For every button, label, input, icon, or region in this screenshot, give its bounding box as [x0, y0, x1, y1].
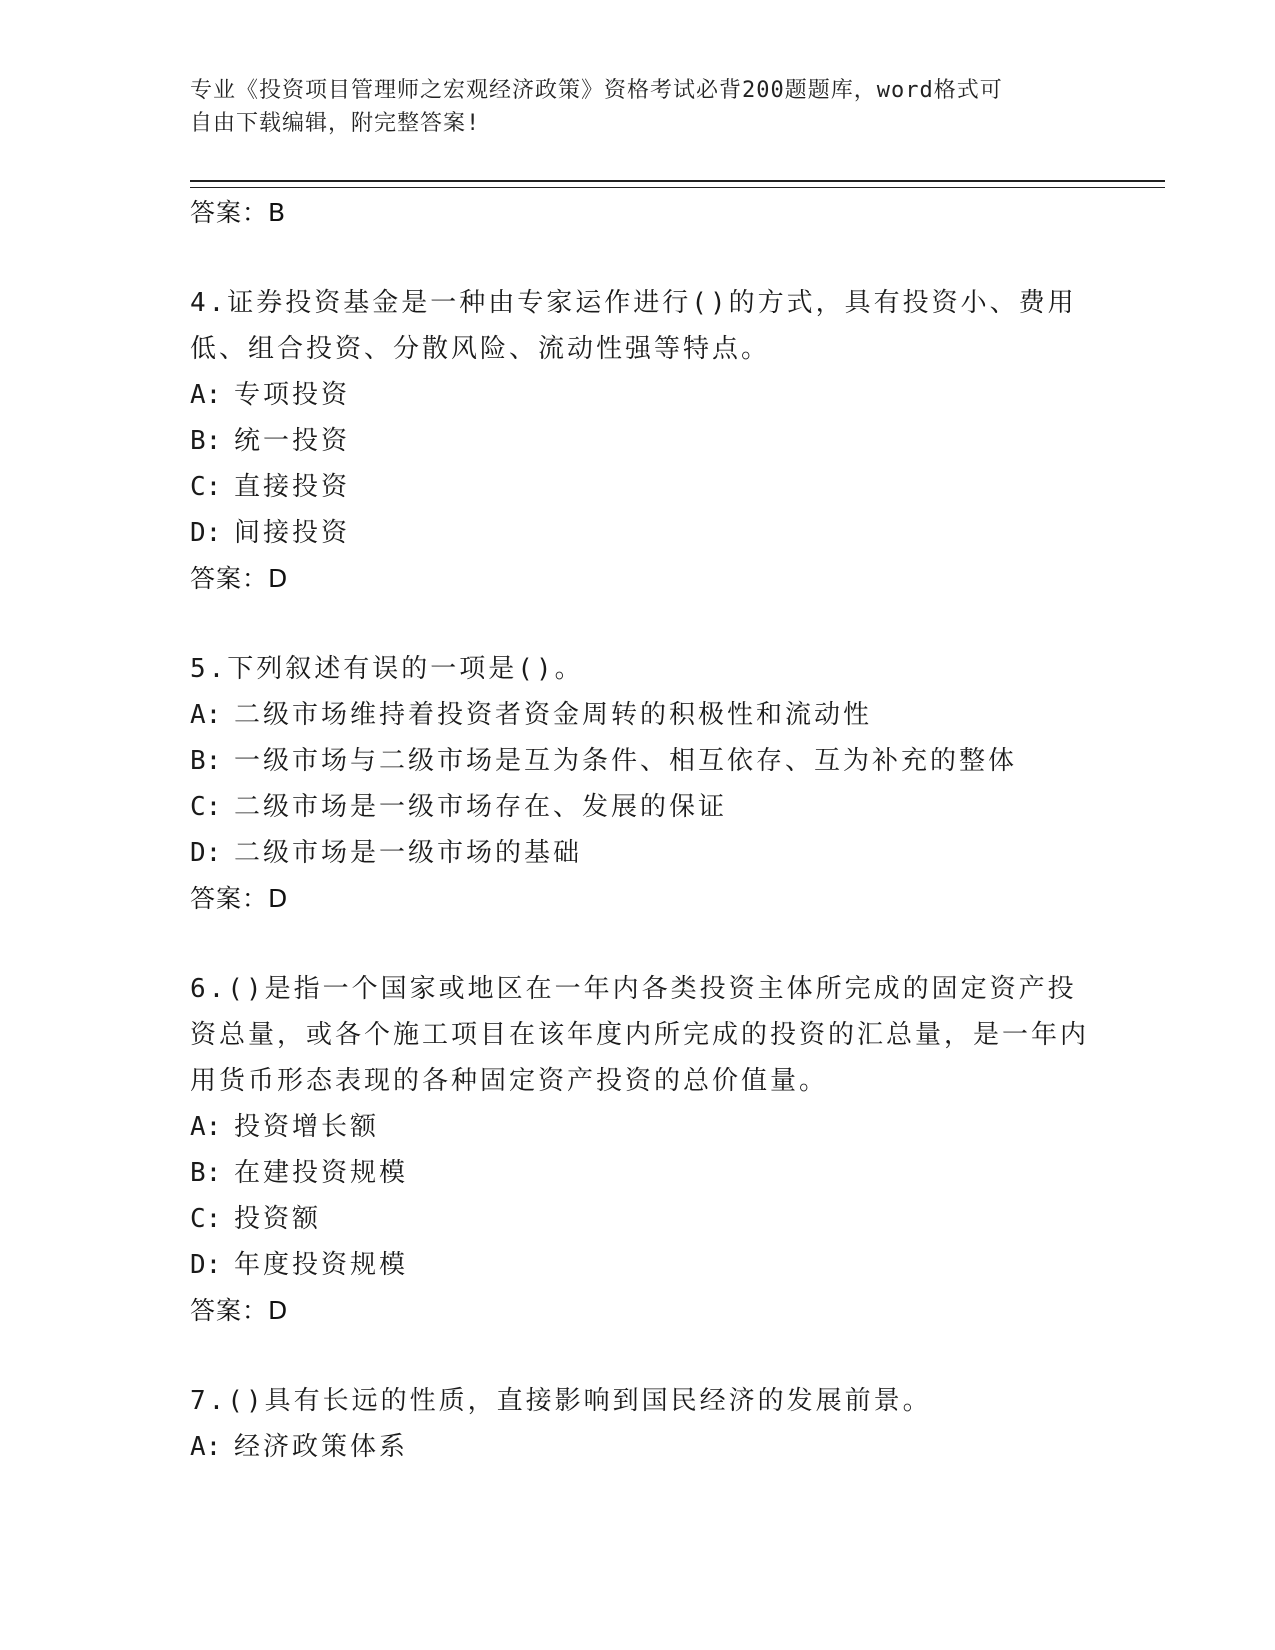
question-text: 4.证券投资基金是一种由专家运作进行()的方式，具有投资小、费用低、组合投资、分散风险、流动性强等特点。 — [190, 288, 1077, 364]
page-header — [190, 74, 1090, 140]
option-c — [190, 464, 1090, 510]
option-text: 直接投资 — [234, 472, 351, 502]
question-text: 5.下列叙述有误的一项是()。 — [190, 654, 584, 684]
option-letter: D: — [190, 838, 222, 868]
header-divider — [190, 180, 1165, 188]
option-letter: A: — [190, 1432, 222, 1462]
question-4 — [190, 280, 1090, 602]
option-text: 在建投资规模 — [234, 1158, 409, 1188]
option-d — [190, 830, 1090, 876]
header-line-2: 自由下载编辑，附完整答案! — [190, 111, 481, 136]
option-letter: D: — [190, 1250, 222, 1280]
question-5 — [190, 646, 1090, 922]
question-7 — [190, 1378, 1090, 1470]
option-d — [190, 1242, 1090, 1288]
document-body — [190, 190, 1090, 1470]
option-a — [190, 1424, 1090, 1470]
answer-line: 答案：B — [190, 198, 287, 227]
question-6 — [190, 966, 1090, 1334]
option-text: 间接投资 — [234, 518, 351, 548]
question-text: 6.()是指一个国家或地区在一年内各类投资主体所完成的固定资产投资总量，或各个施工项目在该年度内所完成的投资的汇总量，是一年内用货币形态表现的各种固定资产投资的总价值量。 — [190, 974, 1090, 1096]
option-letter: A: — [190, 700, 222, 730]
option-letter: C: — [190, 792, 222, 822]
question-text: 7.()具有长远的性质，直接影响到国民经济的发展前景。 — [190, 1386, 932, 1416]
option-d — [190, 510, 1090, 556]
option-letter: B: — [190, 746, 222, 776]
option-letter: B: — [190, 1158, 222, 1188]
option-a — [190, 1104, 1090, 1150]
option-text: 年度投资规模 — [234, 1250, 409, 1280]
option-letter: C: — [190, 1204, 222, 1234]
option-b — [190, 738, 1090, 784]
answer-line: 答案：D — [190, 564, 289, 593]
option-text: 专项投资 — [234, 380, 351, 410]
option-text: 统一投资 — [234, 426, 351, 456]
answer-line: 答案：D — [190, 1296, 289, 1325]
option-letter: A: — [190, 1112, 222, 1142]
option-text: 一级市场与二级市场是互为条件、相互依存、互为补充的整体 — [234, 746, 1018, 776]
option-text: 投资增长额 — [234, 1112, 380, 1142]
option-text: 二级市场是一级市场的基础 — [234, 838, 583, 868]
option-text: 二级市场是一级市场存在、发展的保证 — [234, 792, 728, 822]
header-line-1: 专业《投资项目管理师之宏观经济政策》资格考试必背200题题库，word格式可 — [190, 78, 1003, 103]
option-a — [190, 372, 1090, 418]
option-b — [190, 418, 1090, 464]
option-c — [190, 1196, 1090, 1242]
option-letter: A: — [190, 380, 222, 410]
option-b — [190, 1150, 1090, 1196]
option-text: 投资额 — [234, 1204, 322, 1234]
option-text: 经济政策体系 — [234, 1432, 409, 1462]
option-letter: D: — [190, 518, 222, 548]
option-text: 二级市场维持着投资者资金周转的积极性和流动性 — [234, 700, 873, 730]
option-letter: C: — [190, 472, 222, 502]
option-letter: B: — [190, 426, 222, 456]
option-a — [190, 692, 1090, 738]
option-c — [190, 784, 1090, 830]
answer-line: 答案：D — [190, 884, 289, 913]
